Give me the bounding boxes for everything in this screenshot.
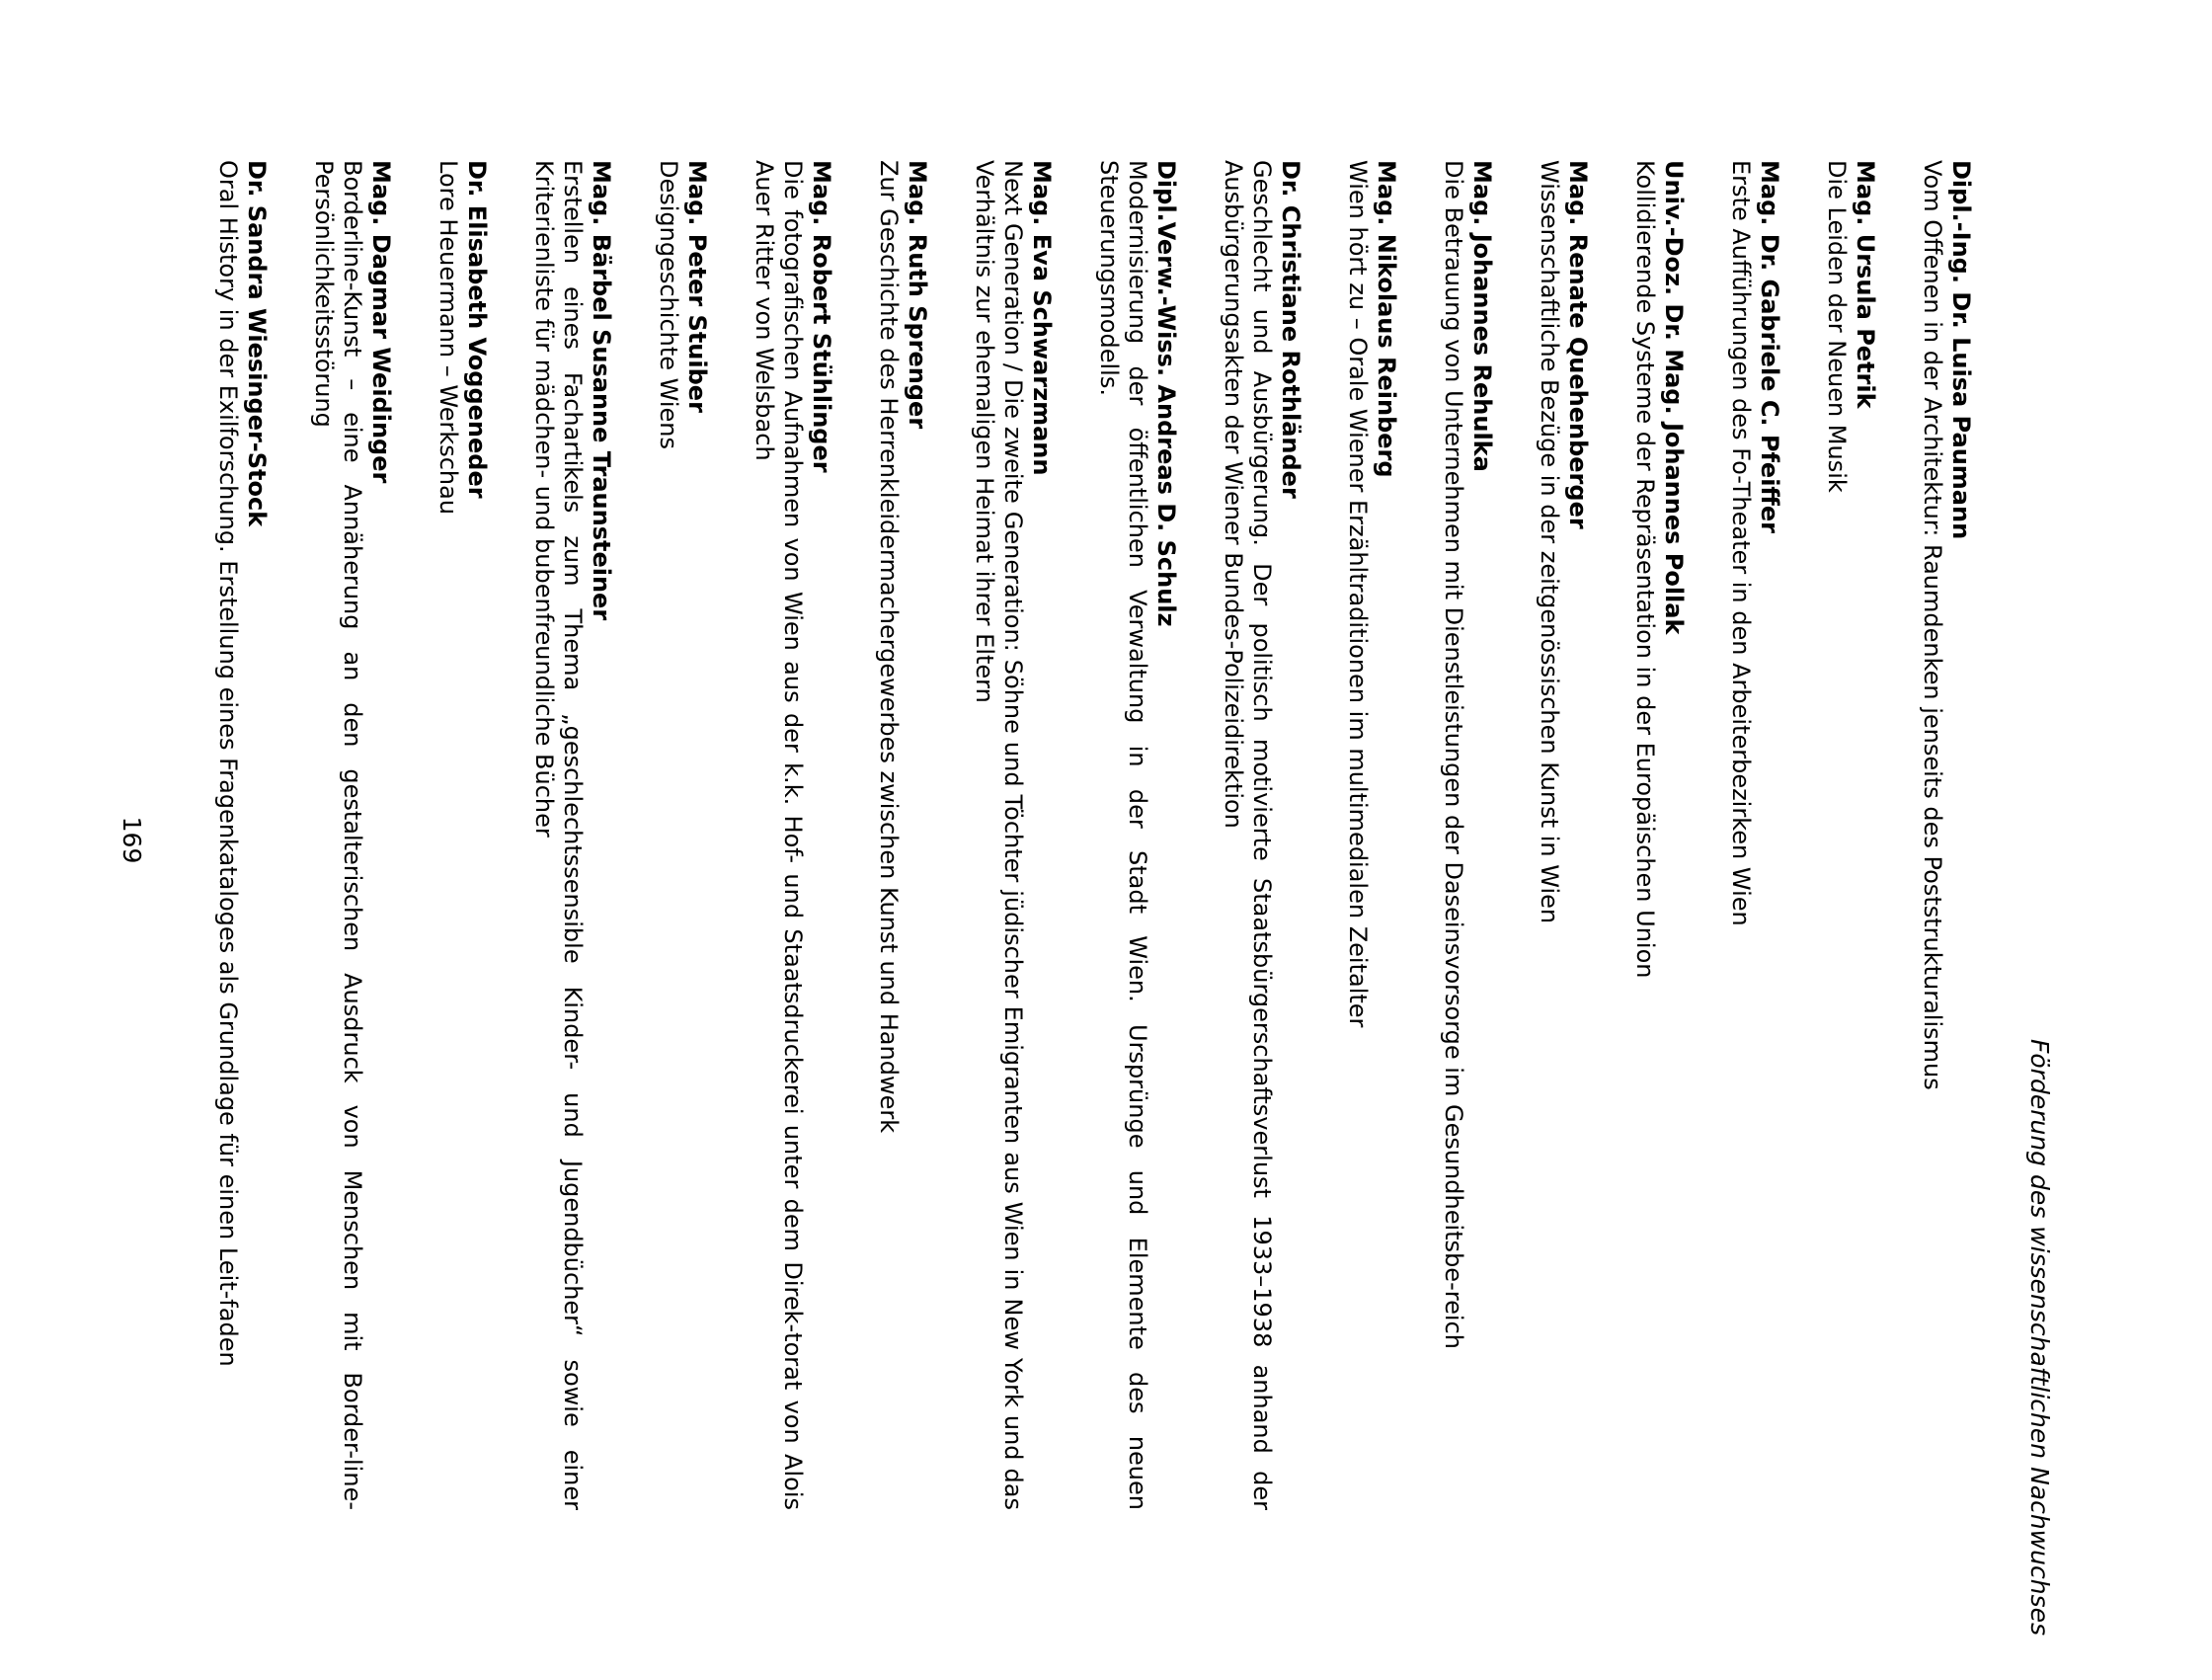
project-title: Geschlecht und Ausbürgerung. Der politisch motivierte Staatsbürgerschaftsverlust 1933–1938 anhand der Ausbürgerungsakten der Wiener Bundes-Polizeidirektion <box>1220 160 1276 1510</box>
recipient-name: Dr. Sandra Wiesinger-Stock <box>243 160 271 527</box>
list-item <box>1439 160 1496 1510</box>
list-item <box>309 160 395 1510</box>
recipient-name: Dipl.-Ing. Dr. Luisa Paumann <box>1947 160 1975 540</box>
project-title: Oral History in der Exilforschung. Erstellung eines Fragenkataloges als Grundlage für einen Leit-faden <box>214 160 242 1367</box>
project-title: Die Betrauung von Unternehmen mit Dienstleistungen der Daseinsvorsorge im Gesundheitsbe-reich <box>1440 160 1467 1349</box>
project-title: Vom Offenen in der Architektur: Raumdenken jenseits des Poststrukturalismus <box>1919 160 1946 1090</box>
list-item <box>1822 160 1879 1510</box>
list-item <box>1726 160 1783 1510</box>
list-item <box>1219 160 1304 1510</box>
project-title: Next Generation / Die zweite Generation: Söhne und Töchter jüdischer Emigranten aus Wien in New York und das Verhältnis zur ehemaligen Heimat ihrer Eltern <box>971 160 1027 1510</box>
recipient-name: Mag. Peter Stuiber <box>683 160 711 413</box>
project-title: Designgeschichte Wiens <box>655 160 682 450</box>
list-item <box>1094 160 1180 1510</box>
list-item <box>654 160 711 1510</box>
running-head: Förderung des wissenschaftlichen Nachwuchses <box>2025 1039 2054 1636</box>
list-item <box>529 160 615 1510</box>
list-item <box>434 160 491 1510</box>
list-item <box>1918 160 1975 1510</box>
list-item <box>874 160 931 1510</box>
list-item <box>1630 160 1688 1510</box>
recipient-name: Mag. Ursula Petrik <box>1852 160 1879 409</box>
list-item <box>1535 160 1592 1510</box>
grant-recipient-list <box>175 160 1975 1510</box>
list-item <box>1343 160 1400 1510</box>
recipient-name: Univ.-Doz. Dr. Mag. Johannes Pollak <box>1660 160 1688 635</box>
project-title: Zur Geschichte des Herrenkleidermachergewerbes zwischen Kunst und Handwerk <box>875 160 903 1134</box>
page-number: 169 <box>118 816 146 864</box>
list-item <box>970 160 1056 1510</box>
recipient-name: Dr. Elisabeth Voggeneder <box>463 160 491 499</box>
recipient-name: Mag. Ruth Sprenger <box>904 160 931 430</box>
project-title: Kollidierende Systeme der Repräsentation in der Europäischen Union <box>1631 160 1659 979</box>
project-title: Lore Heuermann – Werkschau <box>434 160 462 516</box>
recipient-name: Mag. Dr. Gabriele C. Pfeiffer <box>1756 160 1783 533</box>
project-title: Modernisierung der öffentlichen Verwaltung in der Stadt Wien. Ursprünge und Elemente des neuen Steuerungsmodells. <box>1095 160 1151 1510</box>
list-item <box>213 160 271 1510</box>
recipient-name: Mag. Renate Quehenberger <box>1564 160 1592 529</box>
project-title: Die Leiden der Neuen Musik <box>1823 160 1851 493</box>
project-title: Wien hört zu – Orale Wiener Erzähltraditionen im multimedialen Zeitalter <box>1344 160 1372 1028</box>
recipient-name: Mag. Robert Stühlinger <box>808 160 835 473</box>
recipient-name: Dr. Christiane Rothländer <box>1277 160 1304 499</box>
recipient-name: Mag. Bärbel Susanne Traunsteiner <box>588 160 615 621</box>
recipient-name: Mag. Eva Schwarzmann <box>1028 160 1056 476</box>
project-title: Wissenschaftliche Bezüge in der zeitgenössischen Kunst in Wien <box>1536 160 1563 924</box>
list-item <box>750 160 835 1510</box>
project-title: Erste Aufführungen des Fo-Theater in den Arbeiterbezirken Wien <box>1727 160 1755 926</box>
project-title: Borderline-Kunst – eine Annäherung an den gestalterischen Ausdruck von Menschen mit Border-line-Persönlichkeitsstörung <box>310 160 366 1510</box>
recipient-name: Mag. Dagmar Weidinger <box>367 160 395 484</box>
project-title: Erstellen eines Fachartikels zum Thema „geschlechtssensible Kinder- und Jugendbücher“ sowie einer Kriterienliste für mädchen- und bubenfreundliche Bücher <box>530 160 587 1510</box>
recipient-name: Mag. Johannes Rehulka <box>1468 160 1496 472</box>
recipient-name: Dipl.Verw.-Wiss. Andreas D. Schulz <box>1152 160 1180 627</box>
recipient-name: Mag. Nikolaus Reinberg <box>1373 160 1400 478</box>
project-title: Die fotografischen Aufnahmen von Wien aus der k.k. Hof- und Staatsdruckerei unter dem Direk-torat von Alois Auer Ritter von Welsbach <box>750 160 807 1510</box>
